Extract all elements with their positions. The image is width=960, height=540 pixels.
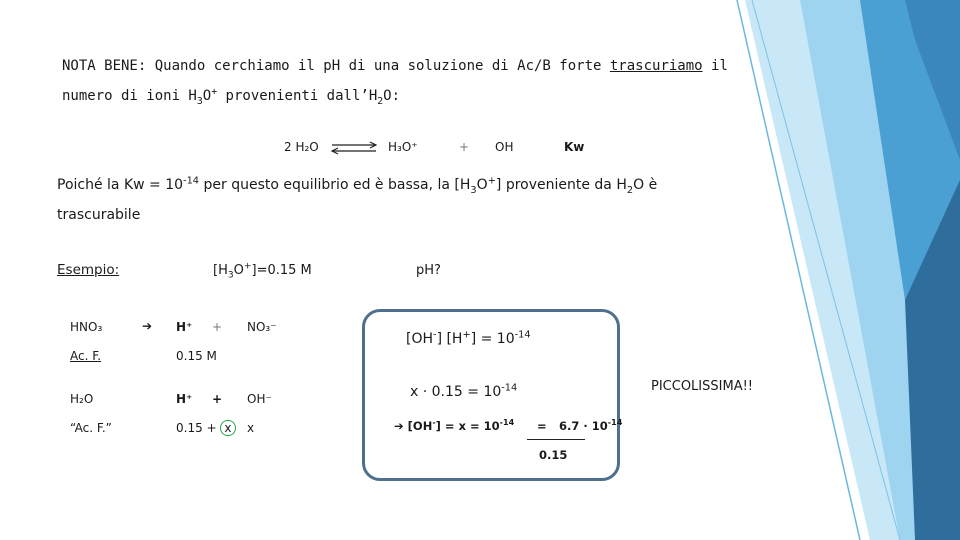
table-r1-product-1: H⁺ bbox=[176, 320, 193, 334]
subscript: 3 bbox=[227, 270, 234, 281]
statement-text: O bbox=[476, 177, 488, 193]
superscript: - bbox=[433, 329, 437, 341]
example-text: O bbox=[233, 263, 244, 278]
table-r1-plus: + bbox=[212, 320, 223, 334]
superscript: -14 bbox=[183, 175, 200, 187]
note-text: NOTA BENE: Quando cerchiamo il pH di una soluzione di Ac/B forte bbox=[62, 58, 610, 74]
box-equation-2 bbox=[410, 384, 517, 400]
eq-product-1: H₃O⁺ bbox=[388, 140, 418, 154]
superscript: + bbox=[243, 261, 252, 272]
table-r3-plus: + bbox=[212, 392, 223, 406]
note-text: il bbox=[702, 58, 728, 74]
note-underlined-word: trascuriamo bbox=[609, 58, 703, 74]
superscript: + bbox=[462, 329, 471, 341]
circled-x: x bbox=[220, 420, 235, 436]
equilibrium-arrows-icon bbox=[330, 141, 378, 155]
subscript: 2 bbox=[377, 95, 384, 107]
superscript: -14 bbox=[607, 418, 623, 428]
note-text: numero di ioni H bbox=[62, 88, 197, 104]
superscript: -14 bbox=[514, 329, 531, 341]
statement-text: per questo equilibrio ed è bassa, la [H bbox=[199, 177, 471, 193]
example-question: pH? bbox=[416, 263, 441, 278]
example-text: ]=0.15 M bbox=[251, 263, 312, 278]
table-r1-product-2: NO₃⁻ bbox=[247, 320, 277, 334]
box-text: ] = x = 10 bbox=[435, 419, 500, 433]
table-r4-x: x bbox=[247, 421, 255, 435]
statement-text: ] proveniente da H bbox=[495, 177, 627, 193]
table-r4-value bbox=[176, 421, 236, 435]
note-line-1 bbox=[62, 58, 728, 74]
box-text: [OH bbox=[407, 419, 433, 433]
subscript: 2 bbox=[626, 184, 634, 196]
superscript: - bbox=[432, 418, 436, 428]
table-r3-product-1: H⁺ bbox=[176, 392, 193, 406]
table-r2-value: 0.15 M bbox=[176, 349, 217, 363]
box-text: 6.7 · 10 bbox=[559, 419, 608, 433]
box-numerator bbox=[559, 419, 622, 433]
box-text: ] = 10 bbox=[470, 331, 515, 347]
example-text: [H bbox=[213, 263, 228, 278]
box-text: ] [H bbox=[436, 331, 463, 347]
note-text: O bbox=[202, 88, 212, 104]
example-concentration bbox=[213, 261, 312, 281]
table-r3-species: H₂O bbox=[70, 392, 94, 406]
subscript: 3 bbox=[196, 95, 203, 107]
statement-text: Poiché la Kw = 10 bbox=[57, 177, 184, 193]
superscript: -14 bbox=[499, 418, 515, 428]
note-line-2 bbox=[62, 86, 401, 107]
arrow-icon: ➔ bbox=[394, 419, 404, 433]
superscript: -14 bbox=[501, 382, 518, 394]
eq-product-2: OH bbox=[495, 140, 514, 154]
statement-text: O è bbox=[633, 177, 658, 193]
box-equation-1 bbox=[406, 331, 531, 347]
statement-line-2: trascurabile bbox=[57, 207, 141, 223]
arrow-icon: ➔ bbox=[142, 319, 153, 333]
note-text: O: bbox=[383, 88, 401, 104]
table-r2-label: Ac. F. bbox=[70, 349, 102, 363]
eq-reactant: 2 H₂O bbox=[284, 140, 319, 154]
superscript: + bbox=[487, 175, 496, 187]
box-text: x · 0.15 = 10 bbox=[410, 384, 502, 400]
example-label: Esempio: bbox=[57, 262, 120, 278]
comment-text: PICCOLISSIMA!! bbox=[651, 379, 754, 394]
table-r3-product-2: OH⁻ bbox=[247, 392, 272, 406]
subscript: 3 bbox=[470, 184, 477, 196]
superscript: + bbox=[211, 86, 218, 98]
eq-constant: Kw bbox=[564, 140, 585, 154]
table-r1-species: HNO₃ bbox=[70, 320, 103, 334]
box-denominator: 0.15 bbox=[539, 448, 568, 462]
fraction-line bbox=[527, 439, 585, 440]
table-r4-value-text: 0.15 + bbox=[176, 421, 221, 435]
box-equals: = bbox=[537, 419, 547, 433]
box-text: [OH bbox=[406, 331, 434, 347]
statement-line-1 bbox=[57, 175, 658, 196]
note-text: provenienti dall’H bbox=[217, 88, 378, 104]
eq-plus: + bbox=[459, 140, 470, 154]
box-equation-3 bbox=[394, 419, 514, 433]
table-r4-label: “Ac. F.” bbox=[70, 421, 112, 435]
